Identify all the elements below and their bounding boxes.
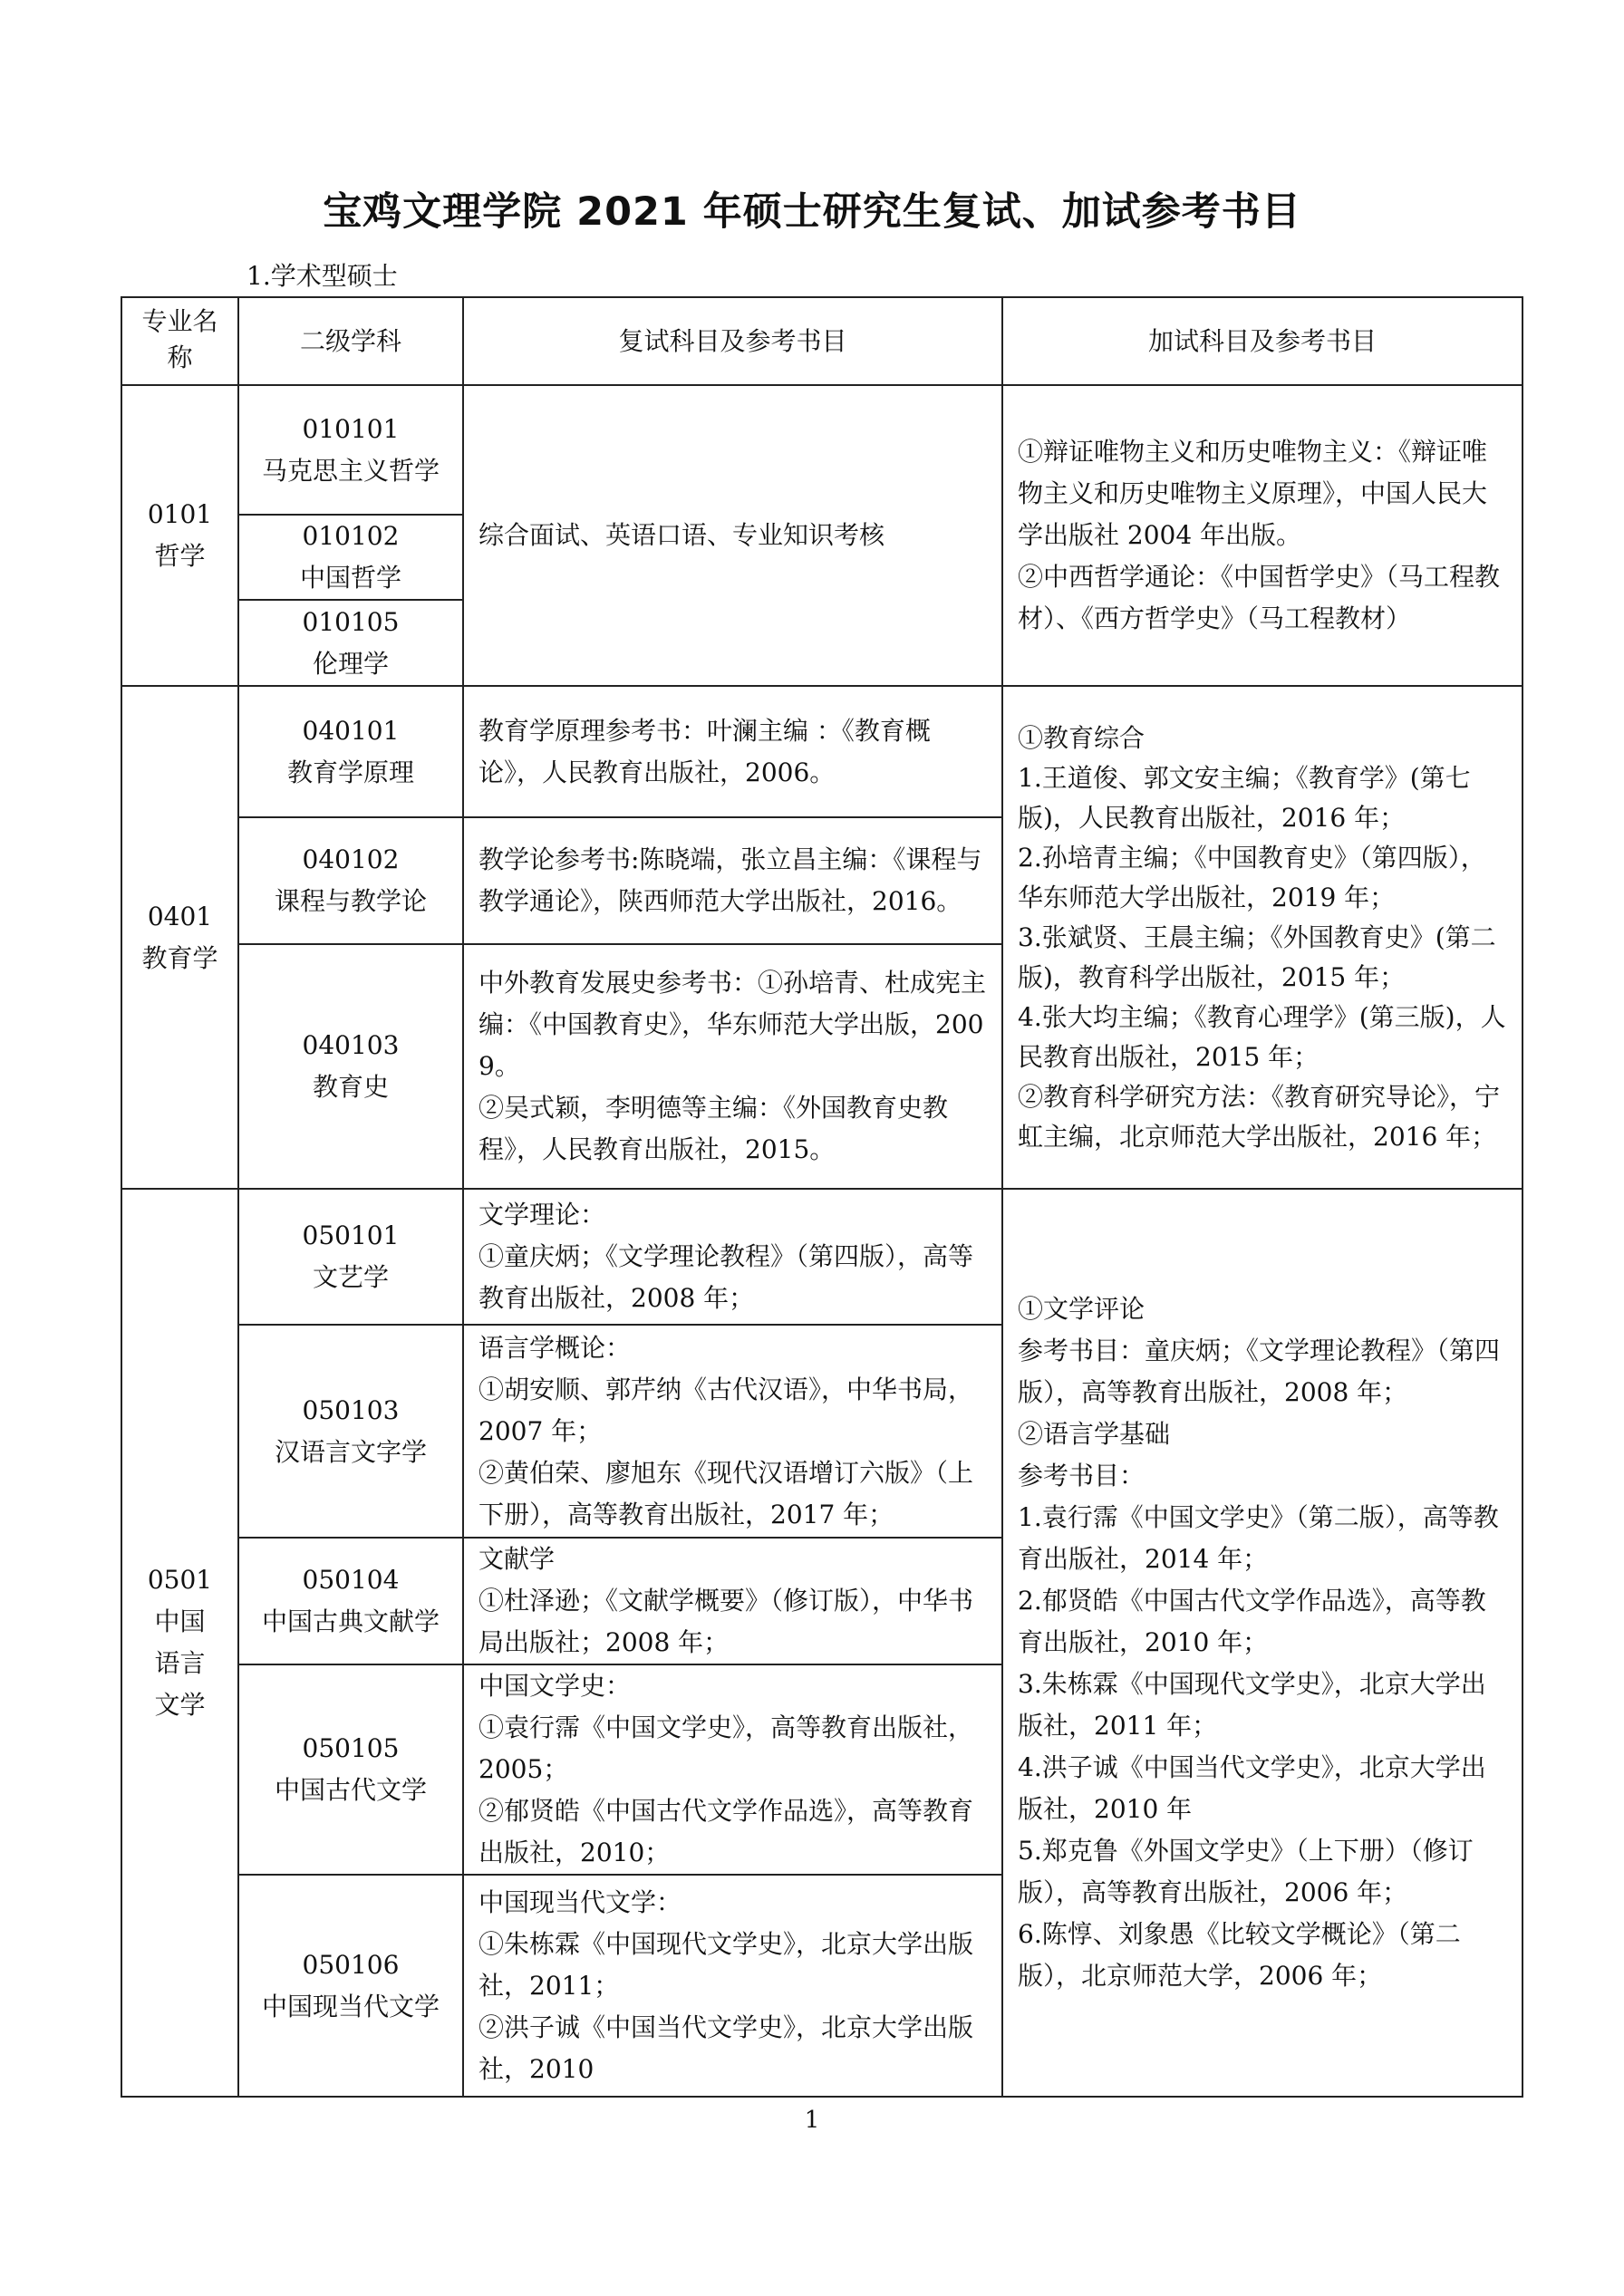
extra-line: 参考书目：童庆炳；《文学理论教程》（第四版），高等教育出版社，2008 年；	[1018, 1336, 1501, 1407]
retest-line: 综合面试、英语口语、专业知识考核	[478, 520, 885, 550]
sub-code: 010102	[302, 521, 400, 551]
sub-discipline-cell	[238, 1325, 463, 1538]
sub-discipline-cell	[238, 1538, 463, 1664]
table-row	[121, 686, 1522, 817]
retest-cell	[463, 1538, 1002, 1664]
table-row	[121, 385, 1522, 515]
sub-name: 中国古典文献学	[261, 1606, 440, 1636]
extra-line: 1.袁行霈《中国文学史》（第二版），高等教育出版社，2014 年；	[1018, 1502, 1499, 1574]
extra-line: 4.张大均主编；《教育心理学》(第三版)，人民教育出版社，2015 年；	[1018, 1001, 1506, 1072]
extra-line: ②语言学基础	[1018, 1419, 1171, 1449]
retest-cell	[463, 1189, 1002, 1325]
retest-line: ①朱栋霖《中国现代文学史》，北京大学出版社，2011；	[478, 1928, 974, 2001]
sub-code: 010101	[302, 413, 400, 444]
header-sub-discipline: 二级学科	[238, 297, 463, 385]
section-heading: 1.学术型硕士	[246, 261, 398, 291]
retest-line: 中国现当代文学：	[478, 1886, 682, 1917]
page-number: 1	[804, 2107, 820, 2134]
extra-line: 5.郑克鲁《外国文学史》（上下册）（修订版），高等教育出版社，2006 年；	[1018, 1836, 1474, 1907]
sub-name: 教育史	[312, 1072, 389, 1102]
sub-discipline-cell	[238, 515, 463, 600]
retest-cell	[463, 944, 1002, 1189]
extra-line: 参考书目：	[1018, 1461, 1146, 1490]
sub-code: 050105	[302, 1733, 400, 1763]
sub-code: 050101	[302, 1220, 400, 1250]
retest-cell	[463, 817, 1002, 944]
major-cell	[121, 1189, 238, 2097]
retest-line: ②吴式颖，李明德等主编：《外国教育史教程》，人民教育出版社，2015。	[478, 1093, 949, 1164]
extra-line: 3.朱栋霖《中国现代文学史》，北京大学出版社，2011 年；	[1018, 1669, 1486, 1741]
header-major: 专业名称	[121, 297, 238, 385]
sub-discipline-cell	[238, 817, 463, 944]
extra-line: ①文学评论	[1018, 1294, 1146, 1324]
retest-cell	[463, 1664, 1002, 1875]
sub-code: 050104	[302, 1565, 400, 1595]
extra-test-cell	[1002, 686, 1522, 1189]
sub-code: 040101	[302, 715, 400, 746]
retest-line: 教学论参考书:陈晓端，张立昌主编：《课程与教学通论》，陕西师范大学出版社，2016。	[478, 844, 982, 916]
retest-line: 中外教育发展史参考书：①孙培青、杜成宪主编：《中国教育史》，华东师范大学出版，2009。	[478, 968, 987, 1081]
extra-line: 1.王道俊、郭文安主编；《教育学》(第七版)，人民教育出版社，2016 年；	[1018, 762, 1471, 833]
reference-books-table	[121, 296, 1523, 2098]
sub-code: 040102	[302, 844, 400, 874]
sub-name: 文艺学	[312, 1262, 389, 1292]
sub-discipline-cell	[238, 385, 463, 515]
retest-line: 文学理论：	[478, 1200, 606, 1230]
retest-line: 教育学原理参考书：叶澜主编 ：《教育概论》，人民教育出版社，2006。	[478, 715, 931, 787]
sub-code: 040103	[302, 1030, 400, 1060]
extra-line: 2.郁贤皓《中国古代文学作品选》，高等教育出版社，2010 年；	[1018, 1586, 1486, 1657]
retest-line: 中国文学史：	[478, 1671, 632, 1701]
header-extra-test: 加试科目及参考书目	[1002, 297, 1522, 385]
sub-name: 汉语言文字学	[274, 1436, 427, 1467]
major-cell	[121, 686, 238, 1189]
table-row	[121, 1189, 1522, 1325]
retest-cell	[463, 686, 1002, 817]
sub-code: 010105	[302, 606, 400, 637]
sub-discipline-cell	[238, 944, 463, 1189]
major-code: 0401	[147, 901, 213, 931]
sub-name: 中国现当代文学	[261, 1991, 440, 2021]
sub-name: 中国古代文学	[274, 1775, 427, 1805]
sub-code: 050106	[302, 1949, 400, 1980]
document-title: 宝鸡文理学院 2021 年硕士研究生复试、加试参考书目	[323, 189, 1301, 235]
major-name: 哲学	[154, 541, 206, 571]
sub-name: 伦理学	[312, 648, 389, 679]
retest-line: 文献学	[478, 1544, 556, 1574]
header-retest: 复试科目及参考书目	[463, 297, 1002, 385]
extra-line: ②中西哲学通论：《中国哲学史》（马工程教材）、《西方哲学史》（马工程教材）	[1018, 562, 1501, 633]
retest-line: ①胡安顺、郭芹纳《古代汉语》，中华书局，2007 年；	[478, 1374, 974, 1446]
extra-line: ①辩证唯物主义和历史唯物主义：《辩证唯物主义和历史唯物主义原理》，中国人民大学出版社 2004 年出版。	[1018, 437, 1488, 550]
sub-name: 课程与教学论	[274, 886, 427, 916]
extra-test-cell	[1002, 385, 1522, 686]
sub-name: 马克思主义哲学	[261, 455, 440, 486]
sub-discipline-cell	[238, 1875, 463, 2097]
retest-line: ②黄伯荣、廖旭东《现代汉语增订六版》（上下册），高等教育出版社，2017 年；	[478, 1457, 974, 1529]
major-name: 教育学	[141, 942, 218, 973]
retest-cell	[463, 1325, 1002, 1538]
extra-line: 2.孙培青主编；《中国教育史》（第四版），华东师范大学出版社，2019 年；	[1018, 842, 1486, 912]
sub-discipline-cell	[238, 686, 463, 817]
retest-line: ①袁行霈《中国文学史》，高等教育出版社，2005；	[478, 1712, 974, 1784]
sub-discipline-cell	[238, 600, 463, 686]
extra-line: ①教育综合	[1018, 722, 1146, 753]
major-name: 中国语言文学	[154, 1606, 206, 1720]
sub-name: 教育学原理	[286, 757, 414, 787]
extra-line: 6.陈惇、刘象愚《比较文学概论》（第二版），北京师范大学，2006 年；	[1018, 1919, 1461, 1991]
retest-cell	[463, 385, 1002, 686]
extra-test-cell	[1002, 1189, 1522, 2097]
sub-discipline-cell	[238, 1189, 463, 1325]
extra-line: ②教育科学研究方法：《教育研究导论》，宁虹主编，北京师范大学出版社，2016 年；	[1018, 1081, 1501, 1152]
table-header-row	[121, 297, 1522, 385]
retest-line: ①杜泽逊；《文献学概要》（修订版），中华书局出版社；2008 年；	[478, 1586, 974, 1657]
sub-code: 050103	[302, 1394, 400, 1425]
retest-line: 语言学概论：	[478, 1332, 632, 1363]
extra-line: 3.张斌贤、王晨主编；《外国教育史》(第二版)，教育科学出版社，2015 年；	[1018, 921, 1496, 992]
sub-discipline-cell	[238, 1664, 463, 1875]
major-code: 0501	[147, 1565, 213, 1595]
extra-line: 4.洪子诚《中国当代文学史》，北京大学出版社，2010 年	[1018, 1752, 1486, 1824]
retest-line: ①童庆炳；《文学理论教程》（第四版），高等教育出版社，2008 年；	[478, 1241, 974, 1313]
sub-name: 中国哲学	[299, 563, 401, 593]
major-code: 0101	[147, 499, 213, 529]
retest-line: ②郁贤皓《中国古代文学作品选》，高等教育出版社，2010；	[478, 1796, 974, 1867]
retest-cell	[463, 1875, 1002, 2097]
retest-line: ②洪子诚《中国当代文学史》，北京大学出版社，2010	[478, 2011, 974, 2084]
major-cell	[121, 385, 238, 686]
